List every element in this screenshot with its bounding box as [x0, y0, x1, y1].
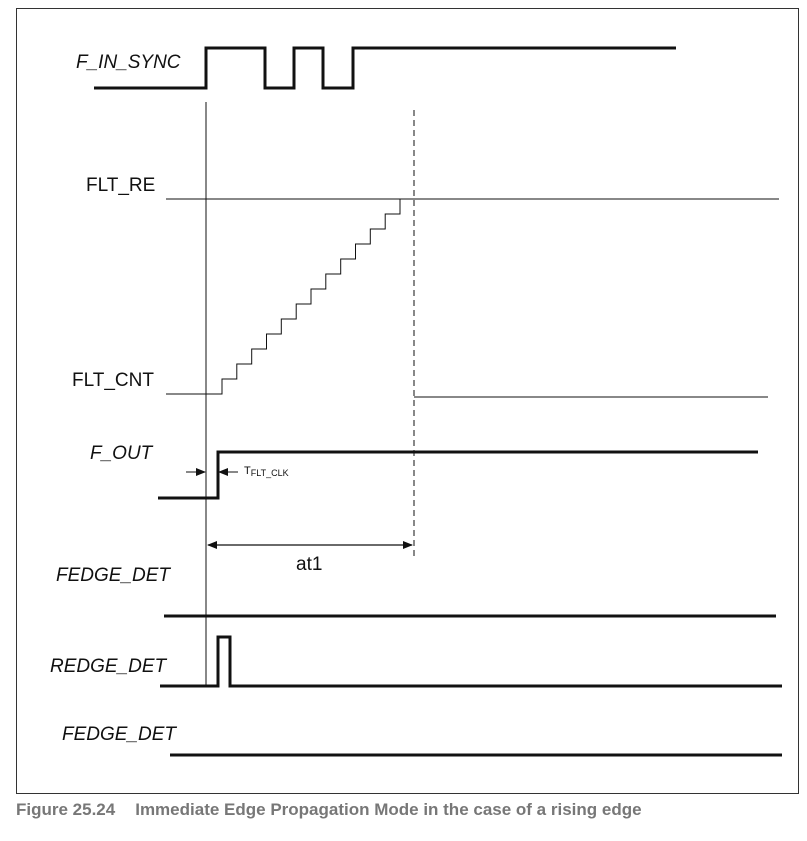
caption-number: Figure 25.24: [16, 800, 116, 819]
label-f-out: F_OUT: [90, 443, 153, 464]
at1-label: at1: [296, 554, 323, 575]
redge-det-waveform: [160, 637, 782, 686]
flt-cnt-staircase: [166, 199, 414, 394]
caption-text: Immediate Edge Propagation Mode in the case of a rising edge: [135, 800, 642, 819]
figure-caption: [16, 800, 642, 820]
label-flt-re: FLT_RE: [86, 175, 156, 196]
tflt-subscript: FLT_CLK: [250, 468, 289, 478]
label-f-in-sync: F_IN_SYNC: [76, 52, 181, 73]
label-redge-det: REDGE_DET: [50, 656, 167, 677]
label-flt-cnt: FLT_CNT: [72, 370, 154, 391]
label-fedge-det-1: FEDGE_DET: [56, 565, 171, 586]
tflt-clk-label: [244, 465, 289, 478]
label-fedge-det-2: FEDGE_DET: [62, 724, 177, 745]
tflt-main: T: [244, 465, 251, 477]
f-in-sync-waveform: [94, 48, 676, 88]
